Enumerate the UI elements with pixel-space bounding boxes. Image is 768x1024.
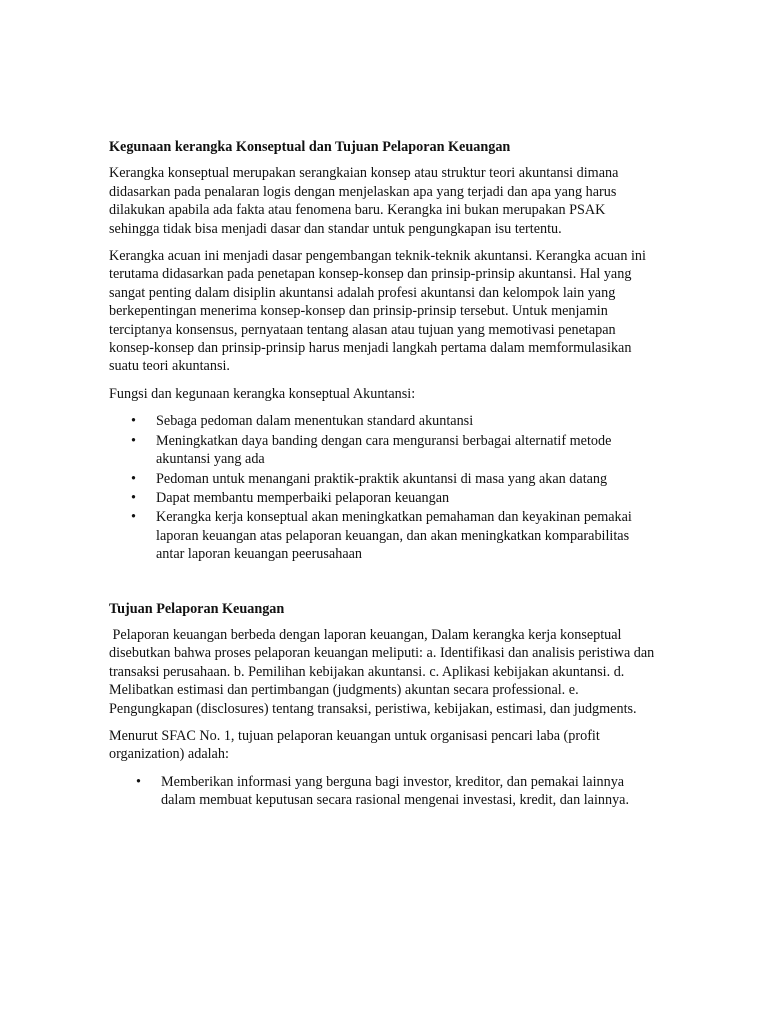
paragraph-pelaporan-keuangan: Pelaporan keuangan berbeda dengan laporan keuangan, Dalam kerangka kerja konseptual disebutkan bahwa proses pelaporan keuangan meliputi: a. Identifikasi dan analisis peristiwa dan transaksi perusahaan. b. Pemilihan kebijakan akuntansi. c. Aplikasi kebijakan akuntansi. d. Melibatkan estimasi dan pertimbangan (judgments) akuntan secara professional. e. Pengungkapan (disclosures) tentang transaksi, peristiwa, kebijakan, estimasi, dan judgments. xyxy=(109,626,658,717)
list-item-text: Dapat membantu memperbaiki pelaporan keuangan xyxy=(156,489,450,506)
bullet-icon: • xyxy=(131,413,136,430)
list-item xyxy=(109,412,657,430)
list-item xyxy=(109,470,657,488)
fungsi-bullet-list xyxy=(109,412,657,563)
section-heading-tujuan: Tujuan Pelaporan Keuangan xyxy=(109,600,285,617)
bullet-icon: • xyxy=(131,489,136,506)
bullet-icon: • xyxy=(131,509,136,526)
list-item-text: Memberikan informasi yang berguna bagi investor, kreditor, dan pemakai lainnya dalam membuat keputusan secara rasional mengenai investasi, kredit, dan lainnya. xyxy=(161,773,630,809)
paragraph-kerangka-acuan: Kerangka acuan ini menjadi dasar pengembangan teknik-teknik akuntansi. Kerangka acuan ini terutama didasarkan pada penetapan konsep-konsep dan prinsip-prinsip akuntansi. Hal yang sangat penting dalam disiplin akuntansi adalah profesi akuntansi dan kelompok lain yang berkepentingan menerima konsep-konsep dan prinsip-prinsip tersebut. Untuk menjamin terciptanya konsensus, pernyataan tentang alasan atau tujuan yang memotivasi penetapan konsep-konsep dan prinsip-prinsip harus menjadi langkah pertama dalam memformulasikan suatu teori akuntansi. xyxy=(109,248,646,375)
section-heading-kegunaan: Kegunaan kerangka Konseptual dan Tujuan Pelaporan Keuangan xyxy=(109,139,511,155)
paragraph-sfac: Menurut SFAC No. 1, tujuan pelaporan keuangan untuk organisasi pencari laba (profit organization) adalah: xyxy=(109,727,600,763)
paragraph-fungsi-intro: Fungsi dan kegunaan kerangka konseptual Akuntansi: xyxy=(109,385,416,402)
list-item xyxy=(109,773,657,810)
document-page xyxy=(109,138,657,810)
list-item-text: Sebaga pedoman dalam menentukan standard akuntansi xyxy=(156,413,474,430)
bullet-icon: • xyxy=(136,773,141,790)
list-item-text: Kerangka kerja konseptual akan meningkatkan pemahaman dan keyakinan pemakai laporan keuangan atas pelaporan keuangan, dan akan meningkatkan komparabilitas antar laporan keuangan peerusahaan xyxy=(156,509,632,563)
bullet-icon: • xyxy=(131,432,136,449)
list-item-text: Pedoman untuk menangani praktik-praktik akuntansi di masa yang akan datang xyxy=(156,470,608,487)
list-item xyxy=(109,508,657,563)
list-item xyxy=(109,432,657,469)
bullet-icon: • xyxy=(131,470,136,487)
list-item xyxy=(109,489,657,507)
tujuan-bullet-list xyxy=(109,773,657,810)
list-item-text: Meningkatkan daya banding dengan cara menguransi berbagai alternatif metode akuntansi yang ada xyxy=(156,432,612,468)
paragraph-kerangka-konseptual: Kerangka konseptual merupakan serangkaian konsep atau struktur teori akuntansi dimana didasarkan pada penalaran logis dengan menjelaskan apa yang terjadi dan apa yang harus dilakukan apabila ada fakta atau fenomena baru. Kerangka ini bukan merupakan PSAK sehingga tidak bisa menjadi dasar dan standar untuk pengungkapan isu tertentu. xyxy=(109,165,619,237)
